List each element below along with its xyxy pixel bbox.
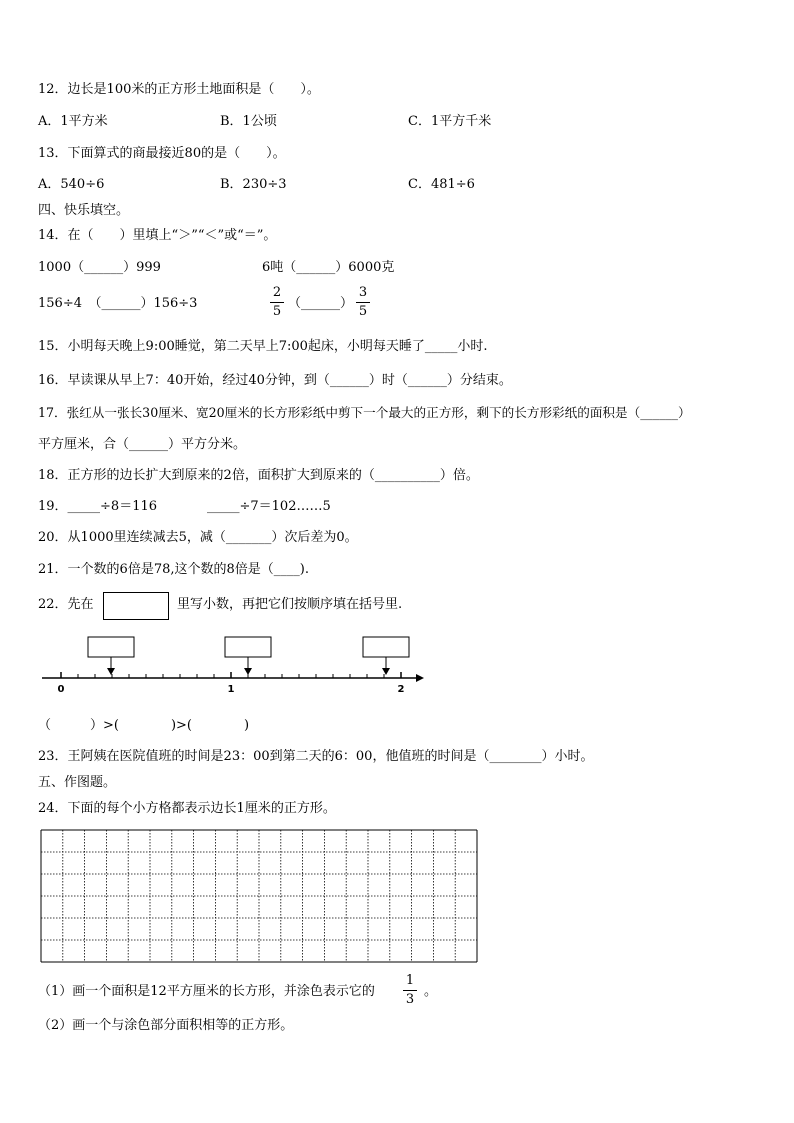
q19-a: 19．_____÷8＝116 [38, 499, 158, 514]
q12-option-b: B．1公顷 [220, 114, 277, 129]
tick-label-1: 1 [227, 684, 235, 695]
q14-item-d-blank: （______） [288, 296, 354, 311]
q22-answer-line: （ ）>( )>( ) [38, 718, 250, 733]
q15: 15．小明每天晚上9:00睡觉，第二天早上7:00起床，小明每天睡了_____小时. [38, 339, 488, 354]
tick-label-0: 0 [57, 684, 65, 695]
fraction-bar [356, 302, 370, 303]
q13-option-a: A．540÷6 [38, 177, 105, 192]
q23: 23．王阿姨在医院值班的时间是23：00到第二天的6：00，他值班的时间是（________）小时。 [38, 749, 594, 764]
fraction-bar [403, 990, 417, 991]
q13-option-b: B．230÷3 [220, 177, 287, 192]
answer-box-3 [363, 637, 409, 675]
q12-option-c: C．1平方千米 [408, 114, 492, 129]
q22-prefix: 22．先在 [38, 597, 94, 612]
q22-sample-box [103, 592, 169, 620]
fraction-numerator: 1 [405, 973, 415, 988]
q14-item-a: 1000（______）999 [38, 260, 161, 275]
q22-suffix: 里写小数，再把它们按顺序填在括号里. [177, 597, 403, 612]
q14-fraction-left [270, 286, 284, 319]
number-line-figure [36, 630, 436, 700]
grid-lines [41, 830, 477, 962]
fraction-denominator: 3 [405, 992, 415, 1007]
q13-stem: 13．下面算式的商最接近80的是（ ）。 [38, 146, 286, 161]
q17-line2: 平方厘米，合（______）平方分米。 [38, 437, 247, 452]
q24-stem: 24．下面的每个小方格都表示边长1厘米的正方形。 [38, 801, 336, 816]
section-5-heading: 五、作图题。 [38, 775, 117, 790]
square-grid [40, 829, 478, 963]
q12-option-a: A．1平方米 [38, 114, 108, 129]
q14-stem: 14．在（ ）里填上“＞”“＜”或“＝”。 [38, 228, 277, 243]
number-line-arrow [416, 674, 424, 682]
q18: 18．正方形的边长扩大到原来的2倍，面积扩大到原来的（__________）倍。 [38, 468, 479, 483]
answer-box-1 [88, 637, 134, 675]
q12-stem: 12．边长是100米的正方形土地面积是（ ）。 [38, 82, 320, 97]
q24-part2: （2）画一个与涂色部分面积相等的正方形。 [38, 1018, 294, 1033]
q20: 20．从1000里连续减去5，减（_______）次后差为0。 [38, 530, 358, 545]
fraction-numerator: 3 [358, 285, 368, 300]
fraction-numerator: 2 [272, 285, 282, 300]
fraction-denominator: 5 [358, 304, 368, 319]
q14-fraction-right [356, 286, 370, 319]
tick-label-2: 2 [397, 684, 405, 695]
fraction-denominator: 5 [272, 304, 282, 319]
q21: 21．一个数的6倍是78,这个数的8倍是（____). [38, 562, 309, 577]
q24-fraction [403, 974, 417, 1007]
q16: 16．早读课从早上7：40开始，经过40分钟，到（______）时（______）分结束。 [38, 373, 512, 388]
section-4-heading: 四、快乐填空。 [38, 203, 130, 218]
fraction-bar [270, 302, 284, 303]
q19-b: _____÷7＝102……5 [207, 499, 331, 514]
q17-line1: 17．张红从一张长30厘米、宽20厘米的长方形彩纸中剪下一个最大的正方形，剩下的长方形彩纸的面积是（______） [38, 405, 691, 420]
q14-item-b: 6吨（______）6000克 [262, 260, 395, 275]
q24-part1-end: 。 [424, 984, 438, 999]
q14-item-c: 156÷4 （______）156÷3 [38, 296, 198, 311]
q13-option-c: C．481÷6 [408, 177, 475, 192]
q24-part1: （1）画一个面积是12平方厘米的长方形，并涂色表示它的 [38, 984, 375, 999]
answer-box-2 [225, 637, 271, 675]
